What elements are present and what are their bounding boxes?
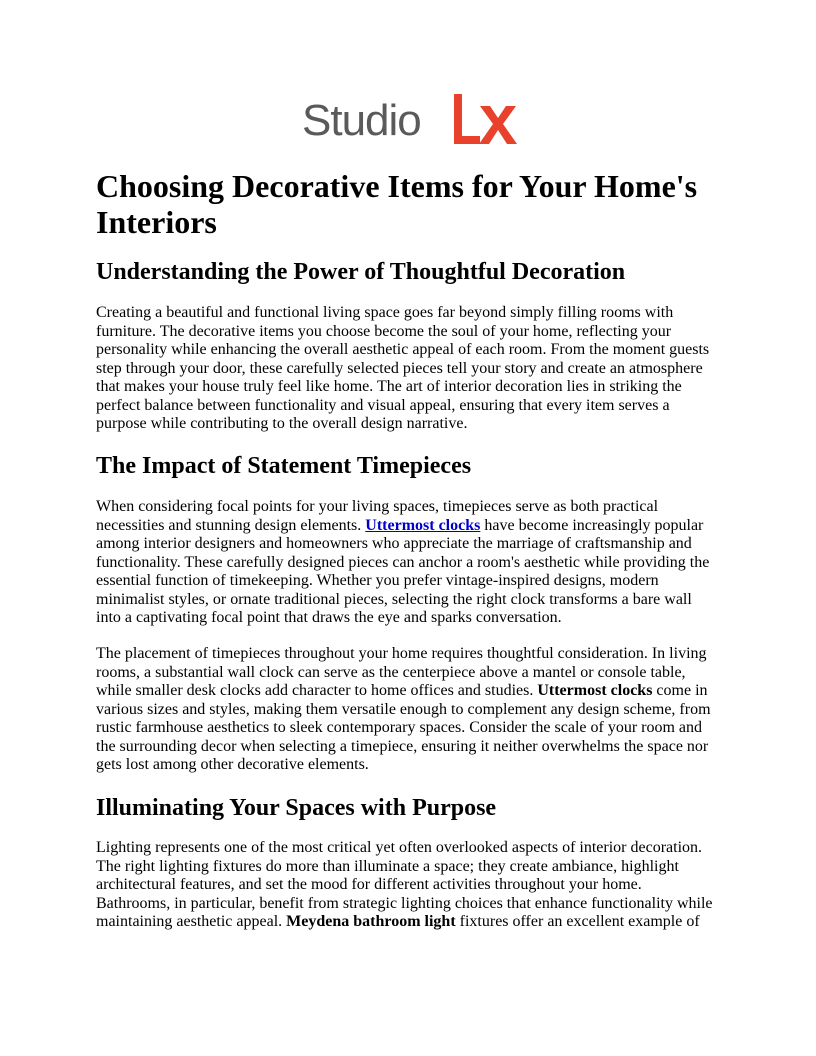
paragraph-timepieces-1: When considering focal points for your living spaces, timepieces serve as both practical necessities and stunning design elements. Uttermost clocks have become increasingly popular among interior designers and homeowners who appreciate the marriage of craftsmanship and functionality. These carefully designed pieces can anchor a room's aesthetic while providing the essential function of timekeeping. Whether you prefer vintage-inspired designs, modern minimalist styles, or ornate traditional pieces, selecting the right clock transforms a bare wall into a captivating focal point that draws the eye and sparks conversation. — [96, 498, 710, 626]
paragraph-decoration: Creating a beautiful and functional living space goes far beyond simply filling rooms with furniture. The decorative items you choose become the soul of your home, reflecting your personality while enhancing the overall aesthetic appeal of each room. From the moment guests step through your door, these carefully selected pieces tell your story and create an atmosphere that makes your house truly feel like home. The art of interior decoration lies in striking the perfect balance between functionality and visual appeal, ensuring that every item serves a purpose while contributing to the overall design narrative. — [96, 304, 710, 432]
section-heading-lighting: Illuminating Your Spaces with Purpose — [96, 795, 497, 821]
studiolx-logo — [302, 92, 518, 152]
paragraph-timepieces-2: The placement of timepieces throughout your home requires thoughtful consideration. In living rooms, a substantial wall clock can serve as the centerpiece above a mantel or console table, while smaller desk clocks add character to home offices and studies. Uttermost clocks come in various sizes and styles, making them versatile enough to complement any design scheme, from rustic farmhouse aesthetics to sleek contemporary spaces. Consider the scale of your room and the surrounding decor when selecting a timepiece, ensuring it neither overwhelms the space nor gets lost among other decorative elements. — [96, 645, 711, 773]
meydena-bathroom-light-bold: Meydena bathroom light — [286, 913, 456, 930]
paragraph-lighting: Lighting represents one of the most critical yet often overlooked aspects of interior decoration. The right lighting fixtures do more than illuminate a space; they create ambiance, highlight architectural features, and set the mood for different activities throughout your home. Bathrooms, in particular, benefit from strategic lighting choices that enhance functionality while maintaining aesthetic appeal. Meydena bathroom light fixtures offer an excellent example of — [96, 839, 713, 930]
logo-lx-mark — [450, 92, 520, 148]
uttermost-clocks-bold: Uttermost clocks — [537, 682, 653, 699]
page-title: Choosing Decorative Items for Your Home's Interiors — [96, 168, 698, 240]
uttermost-clocks-link[interactable]: Uttermost clocks — [365, 516, 481, 534]
section-heading-decoration: Understanding the Power of Thoughtful Decoration — [96, 259, 626, 285]
section-heading-timepieces: The Impact of Statement Timepieces — [96, 453, 472, 479]
logo-wordmark: Studio — [302, 96, 421, 145]
